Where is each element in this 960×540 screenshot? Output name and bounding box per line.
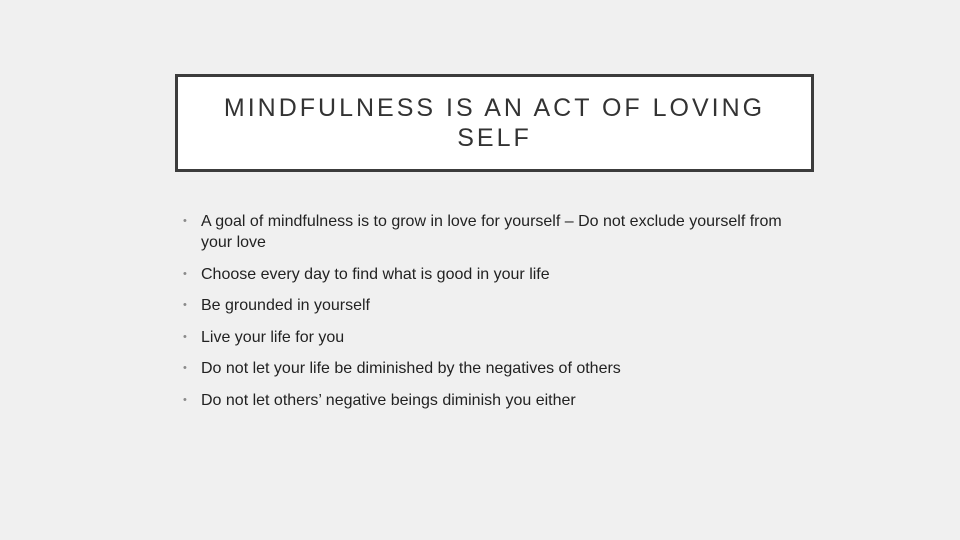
bullet-text: Do not let your life be diminished by the negatives of others (201, 360, 621, 377)
bullet-marker: • (183, 215, 187, 227)
bullet-marker: • (183, 330, 187, 343)
bullet-text: Choose every day to find what is good in your life (201, 265, 550, 283)
title-box (175, 74, 814, 172)
bullet-item (183, 327, 783, 348)
bullet-item (183, 358, 783, 379)
bullet-item (183, 211, 783, 253)
bullet-marker: • (183, 393, 187, 406)
bullet-item (183, 264, 783, 285)
bullet-text: Do not let others’ negative beings diminish you either (201, 391, 576, 409)
bullet-text: Live your life for you (201, 328, 345, 346)
bullet-list (183, 211, 783, 421)
bullet-item (183, 295, 783, 316)
slide-title: MINDFULNESS IS AN ACT OF LOVING SELF (223, 94, 766, 152)
bullet-marker: • (183, 299, 187, 311)
bullet-marker: • (183, 267, 187, 280)
bullet-marker: • (183, 362, 187, 374)
bullet-item (183, 390, 783, 411)
bullet-text: Be grounded in yourself (201, 297, 370, 314)
bullet-text: A goal of mindfulness is to grow in love for yourself – Do not exclude yourself from your love (201, 213, 782, 251)
